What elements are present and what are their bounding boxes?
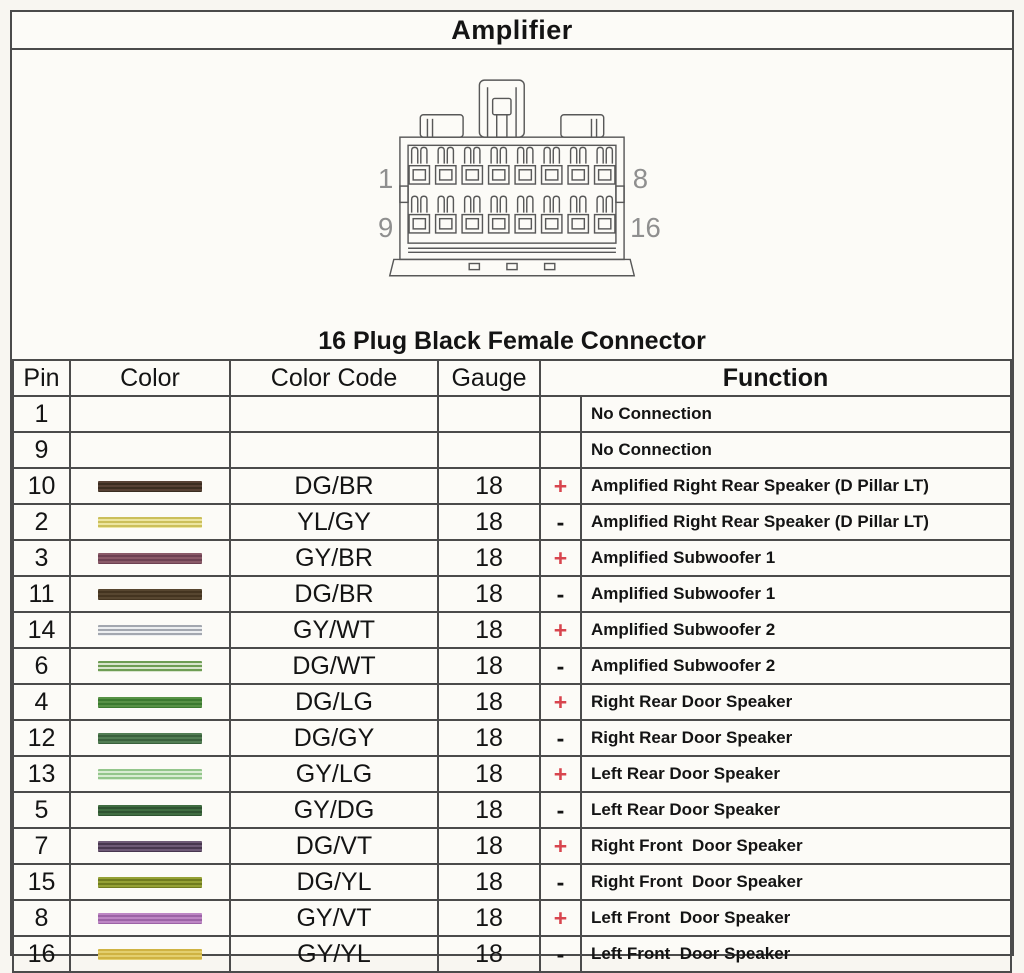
pin-cell: 15 bbox=[13, 864, 70, 900]
wire-color-swatch bbox=[98, 877, 202, 888]
pin-cell: 3 bbox=[13, 540, 70, 576]
color-cell bbox=[70, 432, 230, 468]
pin-label-bottom-right: 16 bbox=[630, 212, 661, 244]
pin-cell: 5 bbox=[13, 792, 70, 828]
color-cell bbox=[70, 756, 230, 792]
gauge-cell: 18 bbox=[438, 468, 540, 504]
color-code-cell: DG/WT bbox=[230, 648, 438, 684]
color-cell bbox=[70, 792, 230, 828]
function-cell: No Connection bbox=[581, 396, 1011, 432]
function-cell: Amplified Right Rear Speaker (D Pillar LT) bbox=[581, 468, 1011, 504]
polarity-cell: + bbox=[540, 468, 581, 504]
color-code-cell: DG/LG bbox=[230, 684, 438, 720]
color-cell bbox=[70, 468, 230, 504]
pin-cell: 4 bbox=[13, 684, 70, 720]
function-cell: No Connection bbox=[581, 432, 1011, 468]
color-cell bbox=[70, 828, 230, 864]
color-cell bbox=[70, 540, 230, 576]
gauge-cell bbox=[438, 432, 540, 468]
header-gauge: Gauge bbox=[438, 360, 540, 396]
wire-color-swatch bbox=[98, 697, 202, 708]
color-code-cell: DG/VT bbox=[230, 828, 438, 864]
table-row bbox=[13, 504, 1011, 540]
wire-color-swatch bbox=[98, 733, 202, 744]
document-sheet bbox=[10, 10, 1014, 968]
gauge-cell: 18 bbox=[438, 684, 540, 720]
wire-color-swatch bbox=[98, 517, 202, 528]
gauge-cell: 18 bbox=[438, 756, 540, 792]
table-row bbox=[13, 792, 1011, 828]
color-code-cell: DG/BR bbox=[230, 468, 438, 504]
table-row bbox=[13, 756, 1011, 792]
color-cell bbox=[70, 720, 230, 756]
pin-cell: 10 bbox=[13, 468, 70, 504]
wire-color-swatch bbox=[98, 769, 202, 780]
gauge-cell: 18 bbox=[438, 900, 540, 936]
gauge-cell: 18 bbox=[438, 504, 540, 540]
function-cell: Right Rear Door Speaker bbox=[581, 720, 1011, 756]
color-code-cell: DG/YL bbox=[230, 864, 438, 900]
table-row bbox=[13, 396, 1011, 432]
wire-color-swatch bbox=[98, 661, 202, 672]
polarity-cell: + bbox=[540, 828, 581, 864]
page-title: Amplifier bbox=[12, 12, 1012, 50]
gauge-cell: 18 bbox=[438, 828, 540, 864]
wire-color-swatch bbox=[98, 949, 202, 960]
wire-color-swatch bbox=[98, 481, 202, 492]
header-pin: Pin bbox=[13, 360, 70, 396]
color-code-cell bbox=[230, 396, 438, 432]
function-cell: Amplified Subwoofer 2 bbox=[581, 612, 1011, 648]
color-cell bbox=[70, 612, 230, 648]
color-code-cell: GY/DG bbox=[230, 792, 438, 828]
polarity-cell: + bbox=[540, 612, 581, 648]
latch-channel bbox=[493, 98, 511, 114]
function-cell: Left Rear Door Speaker bbox=[581, 792, 1011, 828]
color-code-cell: GY/LG bbox=[230, 756, 438, 792]
pin-label-top-right: 8 bbox=[632, 163, 649, 195]
gauge-cell: 18 bbox=[438, 576, 540, 612]
color-cell bbox=[70, 900, 230, 936]
function-cell: Right Front Door Speaker bbox=[581, 864, 1011, 900]
table-row bbox=[13, 576, 1011, 612]
gauge-cell: 18 bbox=[438, 612, 540, 648]
polarity-cell: - bbox=[540, 576, 581, 612]
header-color: Color bbox=[70, 360, 230, 396]
gauge-cell: 18 bbox=[438, 792, 540, 828]
polarity-cell: - bbox=[540, 792, 581, 828]
function-cell: Amplified Subwoofer 2 bbox=[581, 648, 1011, 684]
pin-cell: 8 bbox=[13, 900, 70, 936]
table-row bbox=[13, 720, 1011, 756]
function-cell: Left Front Door Speaker bbox=[581, 900, 1011, 936]
table-row bbox=[13, 432, 1011, 468]
color-cell bbox=[70, 864, 230, 900]
color-cell bbox=[70, 396, 230, 432]
connector-foot bbox=[390, 259, 635, 275]
connector-section bbox=[12, 74, 1012, 359]
gauge-cell: 18 bbox=[438, 720, 540, 756]
color-code-cell: GY/YL bbox=[230, 936, 438, 972]
polarity-cell: + bbox=[540, 756, 581, 792]
wire-color-swatch bbox=[98, 805, 202, 816]
color-cell bbox=[70, 684, 230, 720]
wire-color-swatch bbox=[98, 589, 202, 600]
pinout-table bbox=[12, 359, 1012, 973]
table-row bbox=[13, 648, 1011, 684]
wire-color-swatch bbox=[98, 913, 202, 924]
table-row bbox=[13, 828, 1011, 864]
gauge-cell: 18 bbox=[438, 648, 540, 684]
color-cell bbox=[70, 648, 230, 684]
pin-cell: 11 bbox=[13, 576, 70, 612]
polarity-cell: - bbox=[540, 504, 581, 540]
pin-label-top-left: 1 bbox=[378, 163, 394, 195]
polarity-cell bbox=[540, 396, 581, 432]
pin-cell: 14 bbox=[13, 612, 70, 648]
gauge-cell: 18 bbox=[438, 540, 540, 576]
color-code-cell: DG/BR bbox=[230, 576, 438, 612]
table-row bbox=[13, 540, 1011, 576]
color-code-cell: YL/GY bbox=[230, 504, 438, 540]
function-cell: Left Rear Door Speaker bbox=[581, 756, 1011, 792]
pin-cell: 13 bbox=[13, 756, 70, 792]
header-function: Function bbox=[540, 360, 1011, 396]
table-header-row bbox=[13, 360, 1011, 396]
table-row bbox=[13, 864, 1011, 900]
table-row bbox=[13, 684, 1011, 720]
pin-cell: 9 bbox=[13, 432, 70, 468]
pin-cell: 12 bbox=[13, 720, 70, 756]
color-cell bbox=[70, 504, 230, 540]
left-shoulder-tab bbox=[420, 115, 463, 137]
table-row bbox=[13, 900, 1011, 936]
gauge-cell: 18 bbox=[438, 936, 540, 972]
color-code-cell bbox=[230, 432, 438, 468]
function-cell: Left Front Door Speaker bbox=[581, 936, 1011, 972]
function-cell: Right Rear Door Speaker bbox=[581, 684, 1011, 720]
polarity-cell bbox=[540, 432, 581, 468]
header-color-code: Color Code bbox=[230, 360, 438, 396]
table-row bbox=[13, 612, 1011, 648]
function-cell: Amplified Subwoofer 1 bbox=[581, 576, 1011, 612]
pin-cell: 1 bbox=[13, 396, 70, 432]
connector-caption: 16 Plug Black Female Connector bbox=[318, 327, 706, 355]
polarity-cell: - bbox=[540, 864, 581, 900]
color-cell bbox=[70, 936, 230, 972]
pin-label-bottom-left: 9 bbox=[378, 212, 394, 244]
polarity-cell: - bbox=[540, 936, 581, 972]
polarity-cell: + bbox=[540, 684, 581, 720]
table-row bbox=[13, 468, 1011, 504]
color-cell bbox=[70, 576, 230, 612]
connector-body bbox=[400, 137, 624, 259]
color-code-cell: GY/WT bbox=[230, 612, 438, 648]
function-cell: Right Front Door Speaker bbox=[581, 828, 1011, 864]
function-cell: Amplified Subwoofer 1 bbox=[581, 540, 1011, 576]
polarity-cell: + bbox=[540, 540, 581, 576]
latch-tongue bbox=[497, 115, 507, 137]
connector-diagram bbox=[347, 74, 677, 290]
pin-cell: 2 bbox=[13, 504, 70, 540]
polarity-cell: - bbox=[540, 720, 581, 756]
pin-cell: 7 bbox=[13, 828, 70, 864]
polarity-cell: - bbox=[540, 648, 581, 684]
color-code-cell: GY/BR bbox=[230, 540, 438, 576]
wire-color-swatch bbox=[98, 625, 202, 636]
wire-color-swatch bbox=[98, 553, 202, 564]
color-code-cell: DG/GY bbox=[230, 720, 438, 756]
polarity-cell: + bbox=[540, 900, 581, 936]
pin-cell: 16 bbox=[13, 936, 70, 972]
table-row bbox=[13, 936, 1011, 972]
connector-pin-field bbox=[409, 147, 615, 233]
gauge-cell bbox=[438, 396, 540, 432]
wire-color-swatch bbox=[98, 841, 202, 852]
pin-cell: 6 bbox=[13, 648, 70, 684]
function-cell: Amplified Right Rear Speaker (D Pillar LT) bbox=[581, 504, 1011, 540]
gauge-cell: 18 bbox=[438, 864, 540, 900]
color-code-cell: GY/VT bbox=[230, 900, 438, 936]
